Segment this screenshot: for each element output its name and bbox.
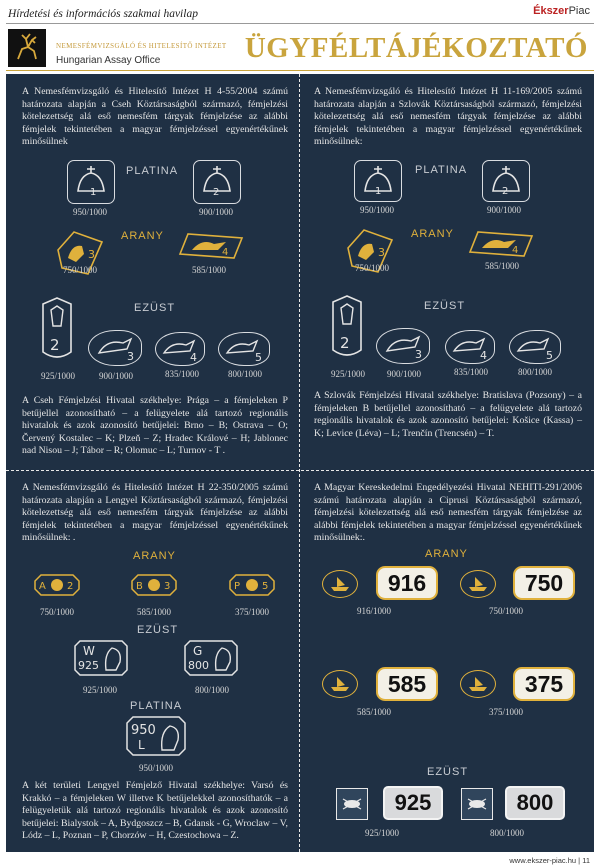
czech-platina-fineness: 900/1000 <box>198 207 233 217</box>
svg-text:3: 3 <box>127 350 134 363</box>
czech-ezust-mark-835 <box>155 332 205 366</box>
footer-url[interactable]: www.ekszer-piac.hu <box>509 856 577 865</box>
cyprus-arany-fineness: 375/1000 <box>488 707 523 717</box>
polish-arany-mark-585 <box>131 574 177 596</box>
slovak-ezust-label: EZÜST <box>424 300 466 312</box>
czech-ezust-mark-800 <box>218 332 270 366</box>
horizontal-divider <box>6 470 594 471</box>
polish-platina-label: PLATINA <box>130 700 183 712</box>
cyprus-silver-mark <box>461 788 493 820</box>
svg-text:2: 2 <box>213 187 220 198</box>
svg-text:2: 2 <box>340 334 350 352</box>
slovak-platina-fineness: 950/1000 <box>359 205 394 215</box>
polish-arany-mark-letter: B <box>136 581 143 592</box>
polish-arany-mark-letter: P <box>234 581 241 592</box>
svg-text:1: 1 <box>375 186 382 197</box>
hare-hallmark-icon <box>89 331 141 365</box>
polish-ezust-mark-925 <box>74 640 128 676</box>
svg-text:3: 3 <box>88 248 95 261</box>
octagon-hallmark-icon <box>34 574 80 596</box>
czech-arany-label: ARANY <box>121 230 164 242</box>
polish-arany-mark-750 <box>34 574 80 596</box>
cyprus-arany-label: ARANY <box>425 548 468 560</box>
cyprus-ship-mark <box>322 570 358 598</box>
czech-platina-mark-900 <box>193 160 241 204</box>
cyprus-silver-mark <box>336 788 368 820</box>
svg-text:4: 4 <box>480 349 487 362</box>
cyprus-arany-number: 375 <box>513 667 575 701</box>
cyprus-ezust-number: 800 <box>505 786 565 820</box>
svg-text:2: 2 <box>50 336 60 354</box>
cyprus-ship-mark <box>460 670 496 698</box>
czech-office-text: A Cseh Fémjelzési Hivatal székhelye: Prága – a fémjeleken P betűjellel azonosítható – a felügyelete alá tartozó regionális hivatalok és azok azonosító betűjelei: Brno – B; Ostrava – O; Červený Kostalec – K; Plzeň – Z; Hradec Králové – H; Jablonec nad Nisou – J; Tábor – R; Olomuc – L; Turnov - T . <box>22 395 288 457</box>
bird-hallmark-icon <box>178 230 244 262</box>
czech-platina-fineness: 950/1000 <box>72 207 107 217</box>
svg-text:4: 4 <box>512 245 519 256</box>
octagon-hallmark-icon <box>131 574 177 596</box>
polish-office-text: A két területi Lengyel Fémjelző Hivatal székhelye: Varsó és Krakkó – a fémjeleken W illetve K betűjelekkel azonosíthatók – a felügyeletük alá tartozó regionális hivatalok és azok azonosító betűjelei: Bialystok – A, Bydgoszcz – B, Gdansk - G, Wroclaw – V, Lódz – L, Poznan – P, Chorzów – H, Czestochowa – Z. <box>22 780 288 842</box>
ship-icon <box>461 571 495 597</box>
cyprus-arany-fineness: 916/1000 <box>356 606 391 616</box>
cyprus-ship-mark <box>460 570 496 598</box>
czech-ezust-fineness: 925/1000 <box>40 371 75 381</box>
cyprus-arany-fineness: 585/1000 <box>356 707 391 717</box>
slovak-platina-mark-900 <box>482 160 530 202</box>
magazine-logo <box>533 5 590 17</box>
slovak-arany-label: ARANY <box>411 228 454 240</box>
polish-arany-mark-digit: 5 <box>262 581 269 592</box>
cyprus-arany-number: 750 <box>513 566 575 600</box>
czech-intro: A Nemesfémvizsgáló és Hitelesítő Intézet H 4-55/2004 számú határozata alapján a Cseh Köztársaságból származó, fémjelzési kötelezettség alá eső nemesfém tárgyak fémjelzése az alábbi fémjelek tekintetében a magyar fémjelzéssel egyenértékűnek minősülnek <box>22 86 288 148</box>
czech-platina-label: PLATINA <box>126 165 179 177</box>
cyprus-intro: A Magyar Kereskedelmi Engedélyezési Hivatal NEHITI-291/2006 számú határozata alapján a Ciprusi Köztársaságból származó, fémjelzési kötelezettség alá eső nemesfém tárgyak fémjelzése az alábbi fémjelek tekintetében a magyar fémjelzéssel egyenértékűnek minősülnek:. <box>314 482 582 544</box>
slovak-ezust-fineness: 925/1000 <box>330 369 365 379</box>
title-rule <box>6 70 594 71</box>
czech-ezust-fineness: 835/1000 <box>164 369 199 379</box>
polish-ezust-mark-letter: G <box>193 644 203 658</box>
ship-icon <box>337 789 367 819</box>
cyprus-arany-number: 916 <box>376 566 438 600</box>
ship-icon <box>323 671 357 697</box>
polish-arany-mark-375 <box>229 574 275 596</box>
slovak-platina-fineness: 900/1000 <box>486 205 521 215</box>
page-title: ÜGYFÉLTÁJÉKOZTATÓ <box>244 32 588 64</box>
slovak-ezust-mark-800 <box>509 330 561 364</box>
cyprus-ezust-number: 925 <box>383 786 443 820</box>
polish-arany-mark-digit: 3 <box>164 581 171 592</box>
hare-hallmark-icon <box>156 333 204 365</box>
czech-ezust-label: EZÜST <box>134 302 176 314</box>
slovak-ezust-fineness: 835/1000 <box>453 367 488 377</box>
polish-arany-fineness: 585/1000 <box>136 607 171 617</box>
czech-ezust-fineness: 900/1000 <box>98 371 133 381</box>
cyprus-arany-number: 585 <box>376 667 438 701</box>
hare-hallmark-icon <box>446 331 494 363</box>
polish-platina-mark-number: 950 <box>131 723 156 738</box>
page-number: 11 <box>582 856 590 865</box>
magazine-tagline: Hírdetési és információs szakmai havilap <box>8 8 198 20</box>
org-name-hu: NEMESFÉMVIZSGÁLÓ ÉS HITELESÍTŐ INTÉZET <box>56 42 227 50</box>
czech-arany-fineness: 750/1000 <box>62 265 97 275</box>
czech-ezust-mark-925 <box>39 296 75 369</box>
goat-head-hallmark-icon <box>39 296 75 364</box>
polish-ezust-label: EZÜST <box>137 624 179 636</box>
goat-head-hallmark-icon <box>329 294 365 362</box>
ship-icon <box>462 789 492 819</box>
hare-hallmark-icon <box>219 333 269 365</box>
vertical-divider <box>299 74 300 852</box>
polish-arany-fineness: 750/1000 <box>39 607 74 617</box>
bird-hallmark-icon <box>468 228 534 260</box>
slovak-platina-label: PLATINA <box>415 164 468 176</box>
svg-text:3: 3 <box>378 246 385 259</box>
polish-arany-label: ARANY <box>133 550 176 562</box>
polish-arany-mark-letter: A <box>39 581 46 592</box>
cyprus-ezust-fineness: 925/1000 <box>364 828 399 838</box>
head-hallmark-icon <box>184 640 238 676</box>
magazine-name: Ékszer <box>533 5 569 17</box>
czech-ezust-fineness: 800/1000 <box>227 369 262 379</box>
cyprus-ezust-fineness: 800/1000 <box>489 828 524 838</box>
slovak-office-text: A Szlovák Fémjelzési Hivatal székhelye: Bratislava (Pozsony) – a fémjeleken B betűjellel azonosítható – a felügyelete alá tartozó regionális hivatalok és azok azonosító betűjelei: Košice (Kassa) – K; Levice (Léva) – L; Trenčín (Trencsén) – T. <box>314 390 582 439</box>
polish-ezust-fineness: 925/1000 <box>82 685 117 695</box>
hare-hallmark-icon <box>377 329 429 363</box>
cyprus-arany-fineness: 750/1000 <box>488 606 523 616</box>
svg-text:3: 3 <box>415 348 422 361</box>
org-name-en: Hungarian Assay Office <box>56 55 161 66</box>
polish-platina-mark-letter: L <box>138 738 145 752</box>
octagon-hallmark-icon <box>229 574 275 596</box>
polish-ezust-fineness: 800/1000 <box>194 685 229 695</box>
svg-text:5: 5 <box>255 351 262 364</box>
magazine-suffix: Piac <box>568 5 590 17</box>
slovak-arany-mark-585 <box>468 228 534 265</box>
cyprus-ezust-label: EZÜST <box>427 766 469 778</box>
polish-intro: A Nemesfémvizsgáló és Hitelesítő Intézet H 22-350/2005 számú határozata alapján a Lengyel Köztársaságból származó, fémjelzési kötelezettség alá eső nemesfém tárgyak fémjelzése az alábbi fémjelek tekintetében a magyar fémjelzéssel egyenértékűnek minősülnek: . <box>22 482 288 544</box>
crown-hallmark-icon <box>483 161 529 201</box>
slovak-ezust-mark-900 <box>376 328 430 364</box>
polish-ezust-mark-letter: W <box>83 644 95 658</box>
header-rule <box>6 23 594 24</box>
page-footer: www.ekszer-piac.hu | 11 <box>509 856 590 865</box>
czech-arany-mark-585 <box>178 230 244 267</box>
polish-arany-fineness: 375/1000 <box>234 607 269 617</box>
svg-text:4: 4 <box>190 351 197 364</box>
head-hallmark-icon <box>74 640 128 676</box>
slovak-arany-fineness: 585/1000 <box>484 261 519 271</box>
czech-platina-mark-950 <box>67 160 115 204</box>
slovak-intro: A Nemesfémvizsgáló és Hitelesítő Intézet H 11-169/2005 számú határozata alapján a Szlovák Köztársaságból származó, fémjelzési kötelezettség alá eső nemesfém tárgyak fémjelzése az alábbi fémjelek tekintetében a magyar fémjelzéssel egyenértékűnek minősülnek: <box>314 86 582 148</box>
stag-icon <box>8 29 46 67</box>
svg-text:5: 5 <box>546 349 553 362</box>
czech-arany-fineness: 585/1000 <box>191 265 226 275</box>
polish-ezust-mark-800 <box>184 640 238 676</box>
slovak-ezust-fineness: 900/1000 <box>386 369 421 379</box>
svg-text:4: 4 <box>222 247 229 258</box>
czech-ezust-mark-900 <box>88 330 142 366</box>
slovak-ezust-fineness: 800/1000 <box>517 367 552 377</box>
slovak-arany-fineness: 750/1000 <box>354 263 389 273</box>
ship-icon <box>461 671 495 697</box>
slovak-ezust-mark-925 <box>329 294 365 367</box>
cyprus-ship-mark <box>322 670 358 698</box>
svg-text:2: 2 <box>502 186 509 197</box>
slovak-ezust-mark-835 <box>445 330 495 364</box>
crown-hallmark-icon <box>194 161 240 203</box>
assay-office-logo <box>8 29 46 67</box>
svg-text:1: 1 <box>90 187 97 198</box>
slovak-platina-mark-950 <box>354 160 402 202</box>
polish-ezust-mark-number: 800 <box>188 659 209 672</box>
crown-hallmark-icon <box>355 161 401 201</box>
crown-hallmark-icon <box>68 161 114 203</box>
polish-platina-fineness: 950/1000 <box>138 763 173 773</box>
hare-hallmark-icon <box>510 331 560 363</box>
head-hallmark-icon <box>126 716 186 756</box>
ship-icon <box>323 571 357 597</box>
polish-ezust-mark-number: 925 <box>78 659 99 672</box>
polish-arany-mark-digit: 2 <box>67 581 74 592</box>
polish-platina-mark-950 <box>126 716 186 756</box>
